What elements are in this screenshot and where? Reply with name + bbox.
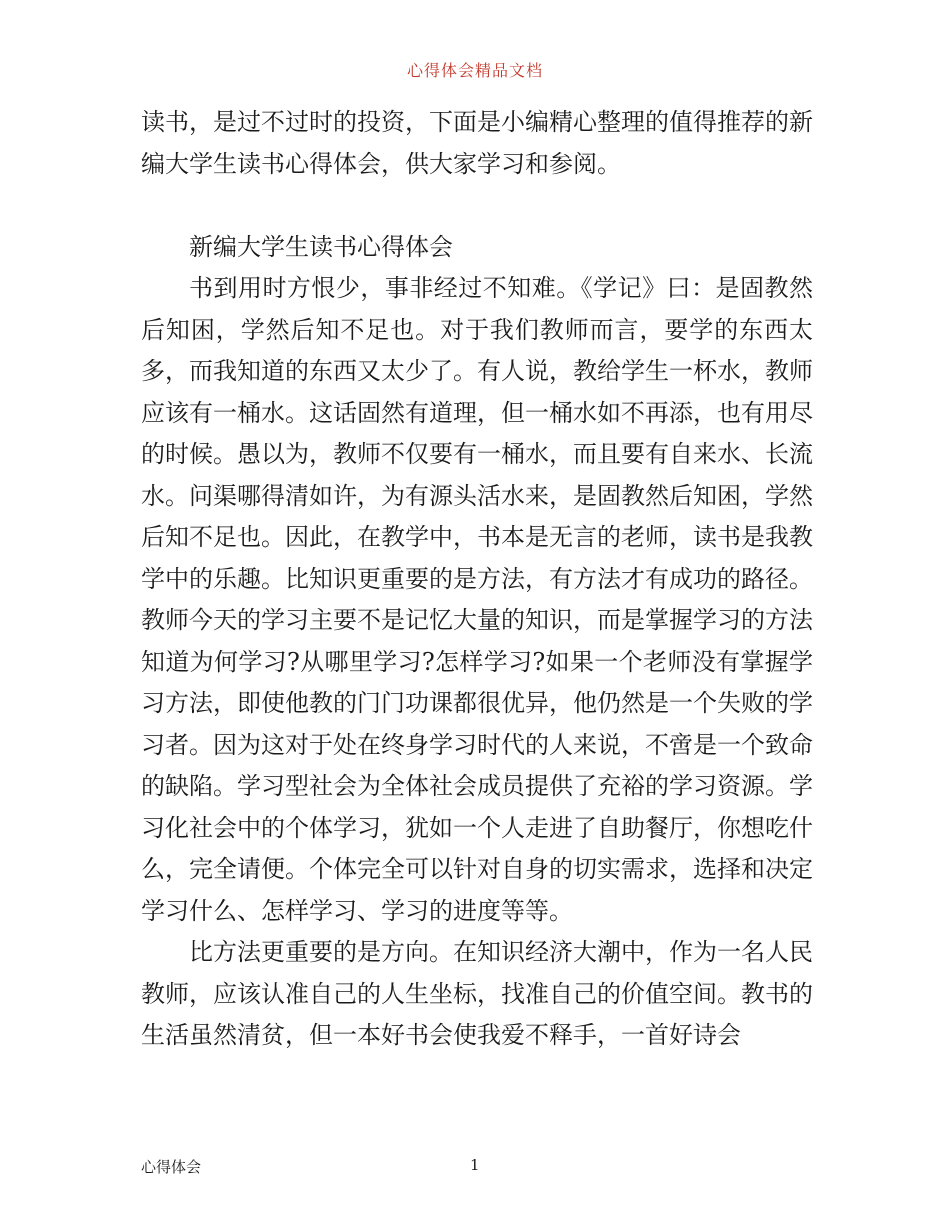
intro-paragraph: 读书，是过不过时的投资，下面是小编精心整理的值得推荐的新编大学生读书心得体会，供大家学习和参阅。 bbox=[141, 108, 813, 178]
page-number: 1 bbox=[470, 1156, 480, 1174]
article-heading: 新编大学生读书心得体会 bbox=[189, 232, 453, 261]
blank-line bbox=[141, 185, 813, 227]
footer-label: 心得体会 bbox=[141, 1158, 202, 1176]
document-body bbox=[141, 102, 813, 1057]
document-header-title: 心得体会精品文档 bbox=[406, 61, 543, 80]
body-paragraph: 比方法更重要的是方向。在知识经济大潮中，作为一名人民教师，应该认准自己的人生坐标，找准自己的价值空间。教书的生活虽然清贫，但一本好书会使我爱不释手，一首好诗会 bbox=[141, 938, 813, 1049]
body-paragraph: 书到用时方恨少，事非经过不知难。《学记》曰：是固教然后知困，学然后知不足也。对于我们教师而言，要学的东西太多，而我知道的东西又太少了。有人说，教给学生一杯水，教师应该有一桶水。这话固然有道理，但一桶水如不再添，也有用尽的时候。愚以为，教师不仅要有一桶水，而且要有自来水、长流水。问渠哪得清如许，为有源头活水来，是固教然后知困，学然后知不足也。因此，在教学中，书本是无言的老师，读书是我教学中的乐趣。比知识更重要的是方法，有方法才有成功的路径。教师今天的学习主要不是记忆大量的知识，而是掌握学习的方法知道为何学习?从哪里学习?怎样学习?如果一个老师没有掌握学习方法，即使他教的门门功课都很优异，他仍然是一个失败的学习者。因为这对于处在终身学习时代的人来说，不啻是一个致命的缺陷。学习型社会为全体社会成员提供了充裕的学习资源。学习化社会中的个体学习，犹如一个人走进了自助餐厅，你想吃什么，完全请便。个体完全可以针对自身的切实需求，选择和决定学习什么、怎样学习、学习的进度等等。 bbox=[141, 274, 813, 925]
